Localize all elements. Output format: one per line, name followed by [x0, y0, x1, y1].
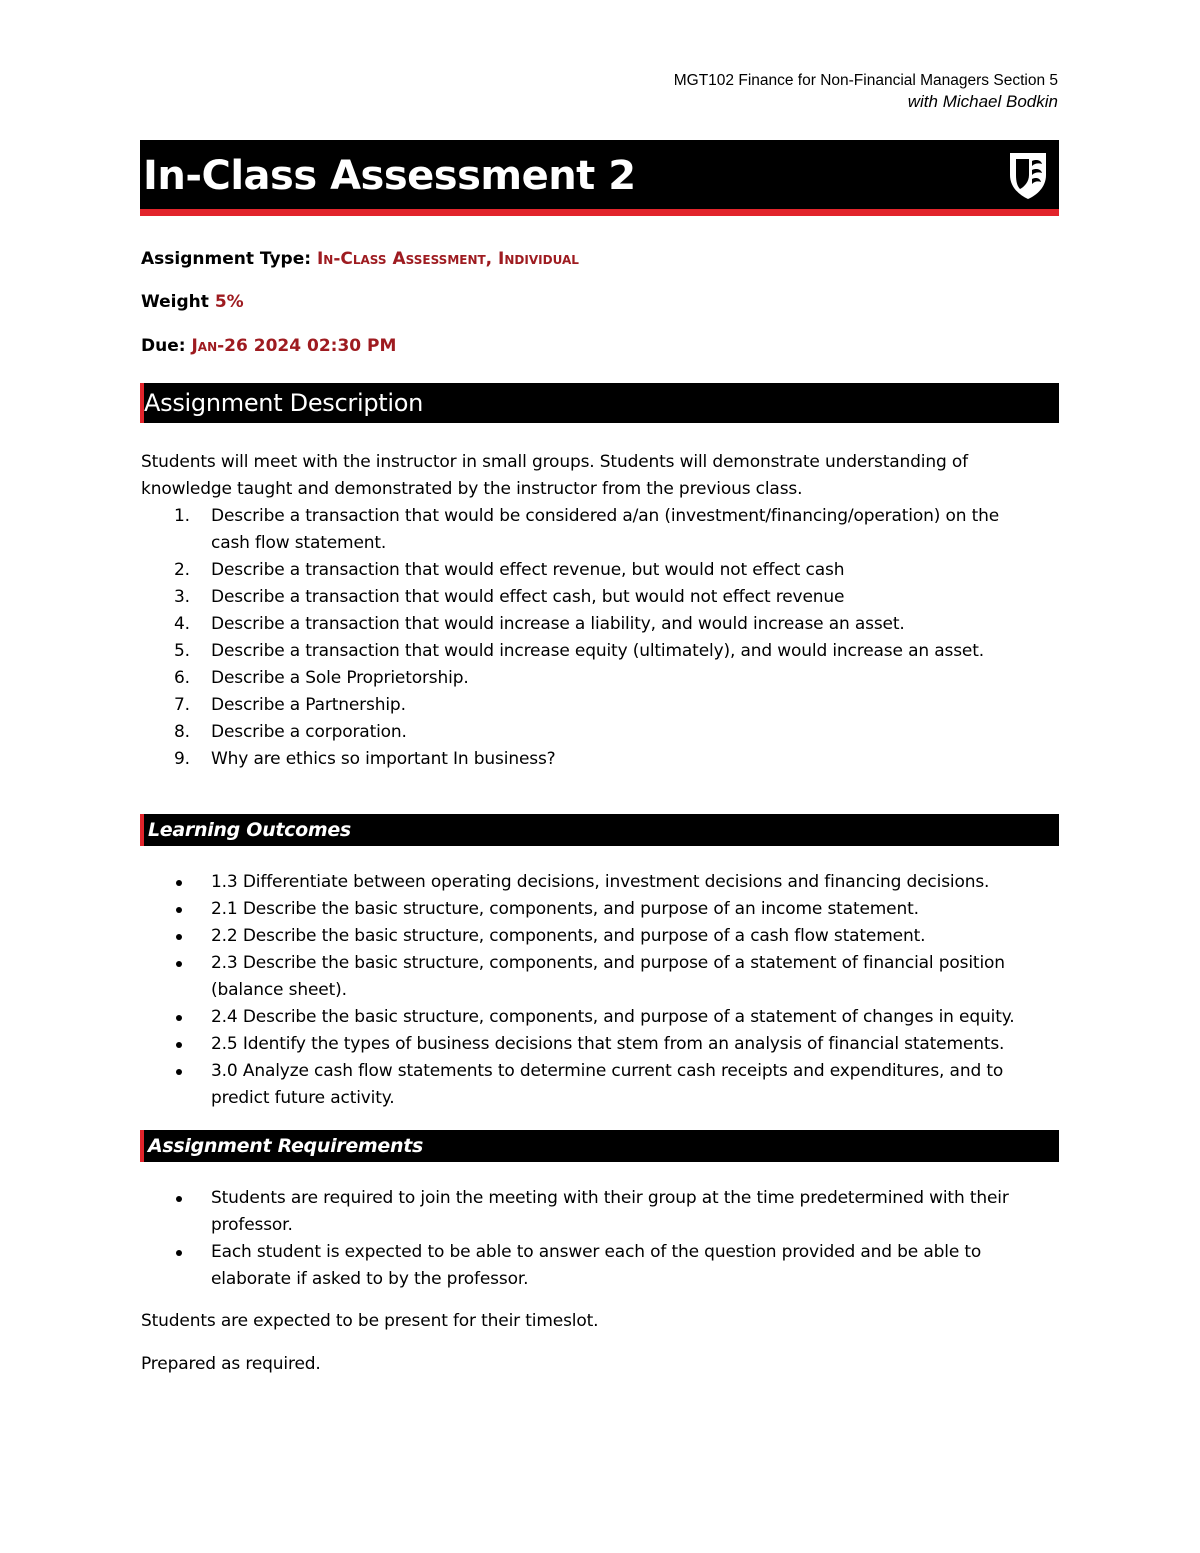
list-item: 4. Describe a transaction that would increase a liability, and would increase an asset.	[174, 614, 905, 634]
list-item: 2.2 Describe the basic structure, components, and purpose of a cash flow statement.	[141, 923, 1061, 950]
list-item: 6. Describe a Sole Proprietorship.	[174, 668, 469, 688]
list-item: 7. Describe a Partnership.	[174, 695, 406, 715]
bullet-icon	[176, 961, 182, 967]
outcomes-section-bar	[140, 814, 1059, 846]
due-value: Jan-26 2024 02:30 PM	[191, 336, 397, 356]
weight-line	[141, 291, 244, 313]
list-item: 2.1 Describe the basic structure, components, and purpose of an income statement.	[141, 896, 1061, 923]
list-item: 2.4 Describe the basic structure, components, and purpose of a statement of changes in equity.	[141, 1004, 1061, 1031]
list-item: Students are required to join the meeting with their group at the time predetermined with their professor.	[141, 1185, 1061, 1239]
list-item: 9. Why are ethics so important In business?	[174, 749, 556, 769]
title-banner	[140, 140, 1059, 216]
assignment-type-line	[141, 248, 579, 270]
timeslot-note: Students are expected to be present for their timeslot.	[141, 1311, 599, 1331]
instructor-name: with Michael Bodkin	[907, 92, 1058, 111]
list-item: 1.3 Differentiate between operating decisions, investment decisions and financing decisions.	[141, 869, 1061, 896]
list-item: 2.3 Describe the basic structure, components, and purpose of a statement of financial position (balance sheet).	[141, 950, 1061, 1004]
list-item: Each student is expected to be able to answer each of the question provided and be able to elaborate if asked to by the professor.	[141, 1239, 1061, 1293]
list-item: 2. Describe a transaction that would effect revenue, but would not effect cash	[174, 560, 845, 580]
description-section-bar	[140, 383, 1059, 423]
bullet-icon	[176, 1042, 182, 1048]
course-name: MGT102 Finance for Non-Financial Managers Section 5	[673, 72, 1058, 89]
description-intro: Students will meet with the instructor in small groups. Students will demonstrate understanding of knowledge taught and demonstrated by the instructor from the previous class.	[141, 452, 968, 499]
outcomes-body	[141, 869, 1061, 1112]
bullet-icon	[176, 1196, 182, 1202]
list-item: 2.5 Identify the types of business decisions that stem from an analysis of financial statements.	[141, 1031, 1061, 1058]
bullet-icon	[176, 1069, 182, 1075]
list-item: 8. Describe a corporation.	[174, 722, 407, 742]
outcomes-list	[141, 869, 1061, 1112]
weight-value: 5%	[214, 292, 244, 312]
description-body	[141, 449, 1061, 773]
bullet-icon	[176, 1250, 182, 1256]
college-crest-icon	[1005, 149, 1051, 201]
assignment-type-value: In-Class Assessment, Individual	[316, 249, 579, 269]
document-title: In-Class Assessment 2	[143, 153, 636, 199]
requirements-heading: Assignment Requirements	[148, 1135, 424, 1157]
outcomes-heading: Learning Outcomes	[148, 819, 351, 841]
list-item: 3.0 Analyze cash flow statements to determine current cash receipts and expenditures, and to predict future activity.	[141, 1058, 1061, 1112]
bullet-icon	[176, 934, 182, 940]
bullet-icon	[176, 1015, 182, 1021]
due-label: Due:	[141, 336, 192, 356]
requirements-section-bar	[140, 1130, 1059, 1162]
bullet-icon	[176, 880, 182, 886]
prepared-note: Prepared as required.	[141, 1354, 321, 1374]
question-list	[141, 503, 1061, 773]
weight-label: Weight	[141, 292, 215, 312]
assignment-type-label: Assignment Type:	[141, 249, 317, 269]
bullet-icon	[176, 907, 182, 913]
due-line	[141, 335, 396, 357]
list-item: 3. Describe a transaction that would effect cash, but would not effect revenue	[174, 587, 845, 607]
page-header	[674, 70, 1058, 112]
requirements-list	[141, 1185, 1061, 1293]
requirements-body	[141, 1185, 1061, 1293]
list-item: 1. Describe a transaction that would be considered a/an (investment/financing/operation) on the cash flow statement.	[174, 506, 1000, 553]
description-heading: Assignment Description	[144, 389, 424, 417]
list-item: 5. Describe a transaction that would increase equity (ultimately), and would increase an asset.	[174, 641, 984, 661]
